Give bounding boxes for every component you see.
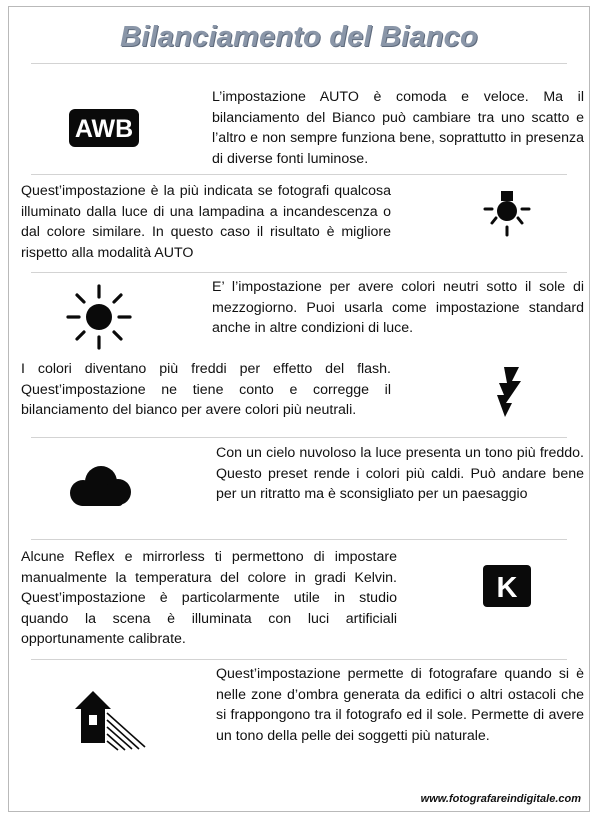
kelvin-icon-label: K [496, 572, 518, 604]
section-shade-text: Quest’impostazione permette di fotografare quando si è nelle zone d’ombra generata da edifici o altri ostacoli che si frappongono tra il fotografo ed il sole. Permette di avere un tono della pelle dei soggetti più naturale. [216, 666, 584, 744]
section-daylight-text: E’ l’impostazione per avere colori neutri sotto il sole di mezzogiorno. Puoi usarla come impostazione standard anche in altre condizioni di luce. [212, 279, 584, 337]
footer-website[interactable]: www.fotografareindigitale.com [420, 793, 581, 805]
section-awb-text: L’impostazione AUTO è comoda e veloce. Ma il bilanciamento del Bianco può cambiare tra uno scatto e l’altro e non sempre funziona bene, soprattutto in presenza di diverse fonti luminose. [212, 89, 584, 167]
tungsten-bulb-icon [479, 187, 535, 243]
daylight-sun-icon [65, 283, 133, 351]
page-title: Bilanciamento del Bianco [120, 21, 478, 53]
flash-icon [495, 367, 525, 417]
kelvin-icon [483, 565, 531, 607]
section-divider [31, 272, 567, 273]
section-divider [31, 659, 567, 660]
cloudy-icon [67, 465, 133, 507]
shade-icon [73, 687, 147, 755]
section-divider [31, 174, 567, 175]
awb-icon-label: AWB [74, 115, 134, 143]
section-kelvin-text: Alcune Reflex e mirrorless ti permettono di impostare manualmente la temperatura del colore in gradi Kelvin. Quest’impostazione è particolarmente utile in studio quando la scena è illuminata con luci artificiali opportunamente calibrate. [21, 549, 397, 648]
infographic-page [8, 6, 590, 812]
section-divider [31, 539, 567, 540]
title-divider [31, 63, 567, 64]
section-cloudy-text: Con un cielo nuvoloso la luce presenta un tono più freddo. Questo preset rende i colori più caldi. Può andare bene per un ritratto ma è sconsigliato per un paesaggio [216, 445, 584, 503]
awb-icon [69, 109, 139, 147]
section-divider [31, 437, 567, 438]
section-tungsten-text: Quest’impostazione è la più indicata se fotografi qualcosa illuminato dalla luce di una lampadina a incandescenza o dal colore similare. In questo caso il risultato è migliore rispetto alla modalità AUTO [21, 183, 391, 261]
section-flash-text: I colori diventano più freddi per effetto del flash. Quest’impostazione ne tiene conto e corregge il bilanciamento del bianco per avere colori più neutrali. [21, 361, 391, 419]
